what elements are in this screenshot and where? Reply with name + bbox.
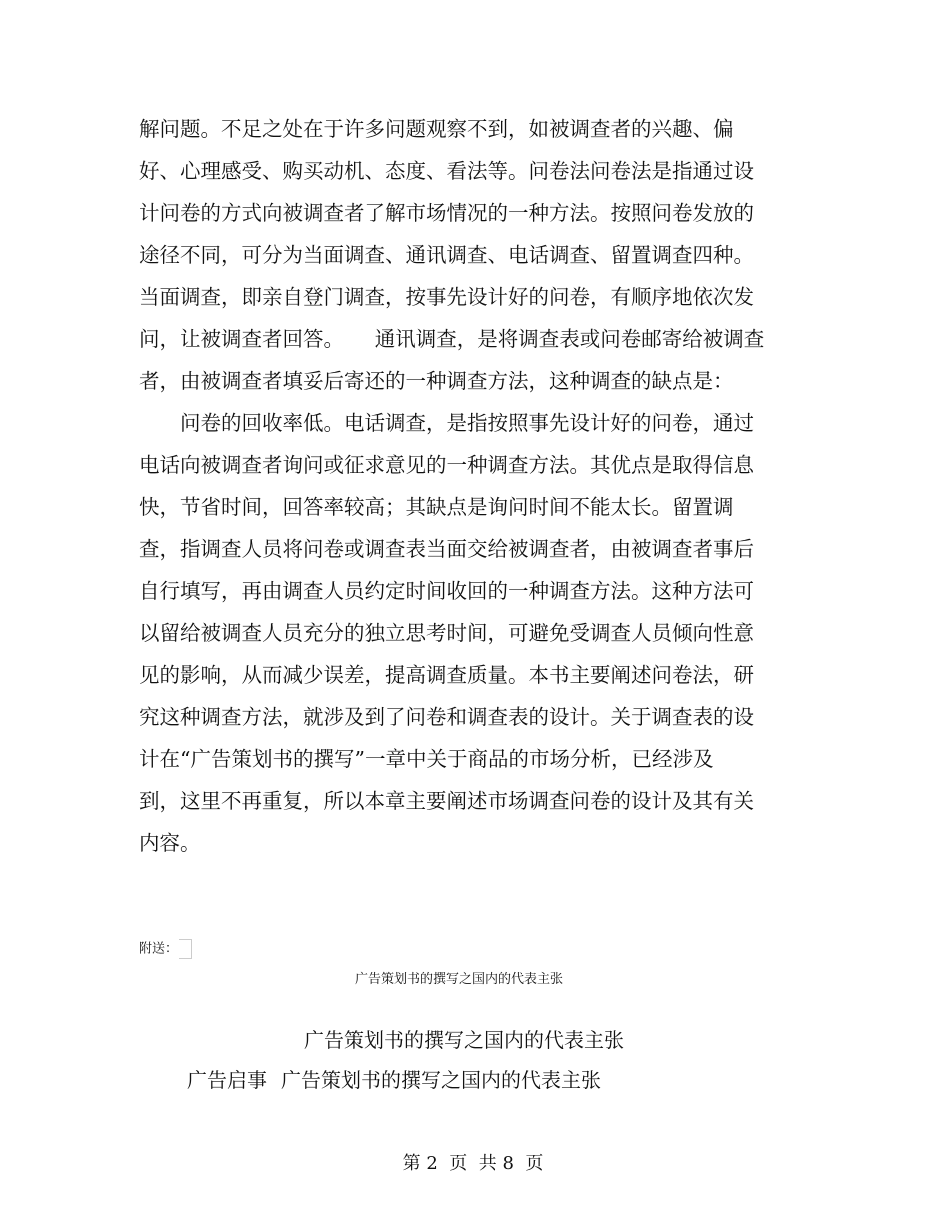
body-line: 到，这里不再重复，所以本章主要阐述市场调查问卷的设计及其有关: [139, 789, 754, 813]
body-line: 计在“广告策划书的撰写”一章中关于商品的市场分析，已经涉及: [139, 747, 714, 771]
body-line: 以留给被调查人员充分的独立思考时间，可避免受调查人员倾向性意: [139, 621, 754, 645]
attachment-box: [179, 939, 192, 959]
body-line: 好、心理感受、购买动机、态度、看法等。问卷法问卷法是指通过设: [139, 159, 754, 183]
body-line: 计问卷的方式向被调查者了解市场情况的一种方法。按照问卷发放的: [139, 201, 754, 225]
section-subheading: [187, 1066, 601, 1094]
body-line: 解问题。不足之处在于许多问题观察不到，如被调查者的兴趣、偏: [139, 117, 734, 141]
body-line: 当面调查，即亲自登门调查，按事先设计好的问卷，有顺序地依次发: [139, 285, 754, 309]
attachment-small-title: 广告策划书的撰写之国内的代表主张: [354, 972, 563, 987]
body-line: 查，指调查人员将问卷或调查表当面交给被调查者，由被调查者事后: [139, 537, 754, 561]
body-line: 途径不同，可分为当面调查、通讯调查、电话调查、留置调查四种。: [139, 243, 754, 267]
body-line: 内容。: [139, 831, 201, 855]
body-line: 问，让被调查者回答。 通讯调查，是将调查表或问卷邮寄给被调查: [139, 327, 765, 351]
body-line: 自行填写，再由调查人员约定时间收回的一种调查方法。这种方法可: [139, 579, 754, 603]
attachment-label-row: [139, 939, 192, 960]
subheading-title: 广告策划书的撰写之国内的代表主张: [281, 1068, 601, 1092]
body-line: 快，节省时间，回答率较高；其缺点是询问时间不能太长。留置调: [139, 495, 734, 519]
subheading-prefix: 广告启事: [187, 1068, 267, 1092]
body-line: 究这种调查方法，就涉及到了问卷和调查表的设计。关于调查表的设: [139, 705, 754, 729]
attachment-label: 附送：: [139, 941, 179, 957]
page-number: 第 2 页 共 8 页: [402, 1153, 544, 1174]
body-line: 问卷的回收率低。电话调查，是指按照事先设计好的问卷，通过: [139, 411, 754, 435]
section-heading: 广告策划书的撰写之国内的代表主张: [304, 1028, 624, 1052]
body-line: 者，由被调查者填妥后寄还的一种调查方法，这种调查的缺点是：: [139, 369, 734, 393]
body-line: 电话向被调查者询问或征求意见的一种调查方法。其优点是取得信息: [139, 453, 754, 477]
body-line: 见的影响，从而减少误差，提高调查质量。本书主要阐述问卷法，研: [139, 663, 754, 687]
